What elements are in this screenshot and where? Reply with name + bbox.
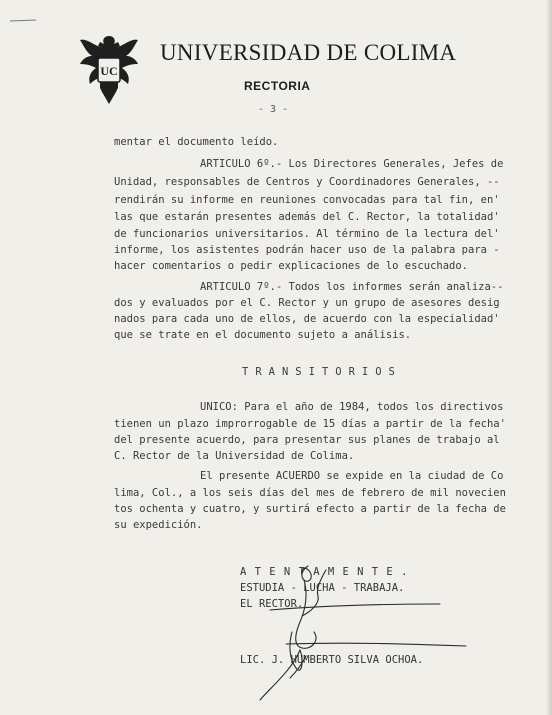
- closing-title: EL RECTOR.: [240, 598, 304, 610]
- office-title: RECTORIA: [244, 79, 311, 93]
- body-line: que se trate en el documento sujeto a análisis.: [114, 329, 412, 341]
- page-number: - 3 -: [258, 104, 289, 115]
- body-line: tienen un plazo improrrogable de 15 días a partir de la fecha': [114, 418, 506, 430]
- body-line: Unidad, responsables de Centros y Coordinadores Generales, --: [114, 176, 500, 188]
- section-heading: TRANSITORIOS: [242, 366, 402, 378]
- body-line: mentar el documento leído.: [114, 136, 279, 148]
- body-line: nados para cada uno de ellos, de acuerdo con la especialidad': [114, 313, 500, 325]
- body-line: las que estarán presentes además del C. Rector, la totalidad': [114, 211, 500, 223]
- body-line: ARTICULO 6º.- Los Directores Generales, Jefes de: [200, 158, 504, 170]
- body-line: UNICO: Para el año de 1984, todos los directivos: [200, 401, 504, 413]
- signatory-name: LIC. J. HUMBERTO SILVA OCHOA.: [240, 654, 424, 666]
- body-line: rendirán su informe en reuniones convocadas para tal fin, en': [114, 194, 500, 206]
- body-line: dos y evaluados por el C. Rector y un grupo de asesores desig: [114, 297, 500, 309]
- university-crest-logo: [78, 30, 140, 104]
- body-line: de funcionarios universitarios. Al término de la lectura del': [114, 228, 500, 240]
- page-edge-shadow: [546, 0, 552, 715]
- body-line: lima, Col., a los seis días del mes de febrero de mil novecien: [114, 487, 506, 499]
- body-line: su expedición.: [114, 519, 203, 531]
- body-line: El presente ACUERDO se expide en la ciudad de Co: [200, 470, 504, 482]
- body-line: hacer comentarios o pedir explicaciones de lo escuchado.: [114, 260, 469, 272]
- body-line: informe, los asistentes podrán hacer uso de la palabra para -: [114, 244, 500, 256]
- closing-salutation: A T E N T A M E N T E .: [240, 566, 409, 578]
- scan-speck: [8, 18, 38, 24]
- crest-text: UC: [100, 64, 118, 78]
- body-line: ARTICULO 7º.- Todos los informes serán analiza--: [200, 281, 504, 293]
- body-line: tos ochenta y cuatro, y surtirá efecto a partir de la fecha de: [114, 503, 506, 515]
- body-line: del presente acuerdo, para presentar sus planes de trabajo al: [114, 434, 500, 446]
- body-line: C. Rector de la Universidad de Colima.: [114, 450, 355, 462]
- closing-motto: ESTUDIA - LUCHA - TRABAJA.: [240, 582, 405, 594]
- university-name: UNIVERSIDAD DE COLIMA: [160, 40, 457, 65]
- handwritten-signature: [230, 560, 470, 705]
